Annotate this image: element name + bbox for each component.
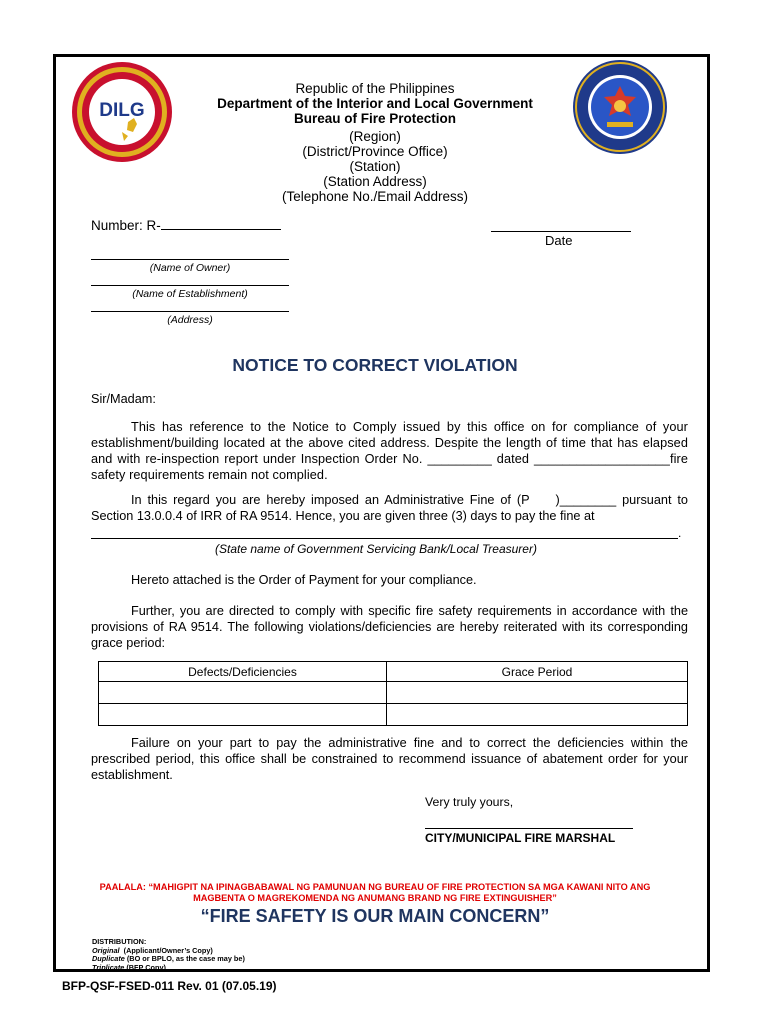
distribution-block — [92, 938, 245, 972]
owner-blank[interactable] — [91, 259, 289, 260]
dilg-logo-text: DILG — [99, 100, 145, 121]
column-grace-period: Grace Period — [387, 662, 688, 682]
defect-cell[interactable] — [99, 704, 387, 726]
header-department: Department of the Interior and Local Government — [217, 96, 533, 111]
notice-title: NOTICE TO CORRECT VIOLATION — [232, 355, 518, 375]
fine-text-b: )________ pursuant to Section 13.0.0.4 of IRR of RA 9514. Hence, you are given three (3) days to pay the fine at — [91, 493, 688, 523]
table-row — [99, 704, 688, 726]
bank-caption: (State name of Government Servicing Bank/Local Treasurer) — [215, 542, 537, 556]
header-region: (Region) — [349, 129, 401, 144]
bank-blank[interactable] — [91, 538, 678, 539]
salutation: Sir/Madam: — [91, 392, 156, 406]
paragraph-failure: Failure on your part to pay the administrative fine and to correct the deficiencies within the prescribed period, this office shall be constrained to recommend issuance of abatement order for your establishment. — [91, 736, 688, 782]
valediction: Very truly yours, — [425, 795, 514, 809]
paragraph-fine — [91, 492, 688, 524]
number-label: Number: R- — [91, 218, 161, 233]
slogan: “FIRE SAFETY IS OUR MAIN CONCERN” — [200, 906, 550, 926]
paragraph-requirements: Further, you are directed to comply with specific fire safety requirements in accordance with the provisions of RA 9514. The following violations/deficiencies are hereby reiterated with its corresponding grace period: — [91, 604, 688, 650]
column-defects: Defects/Deficiencies — [99, 662, 387, 682]
date-label: Date — [545, 233, 573, 248]
paalala-line-1: PAALALA: “MAHIGPIT NA IPINAGBABAWAL NG PAMUNUAN NG BUREAU OF FIRE PROTECTION SA MGA KAWANI NITO ANG — [99, 882, 651, 892]
paalala-notice — [60, 882, 690, 904]
distribution-item: Duplicate (BO or BPLO, as the case may be) — [92, 954, 245, 963]
defect-cell[interactable] — [99, 682, 387, 704]
grace-period-cell[interactable] — [387, 682, 688, 704]
number-blank[interactable] — [161, 217, 281, 230]
establishment-blank[interactable] — [91, 285, 289, 286]
date-blank[interactable] — [491, 231, 631, 232]
header-bureau: Bureau of Fire Protection — [293, 111, 457, 126]
distribution-item: Triplicate (BFP Copy) — [92, 962, 166, 972]
signatory: CITY/MUNICIPAL FIRE MARSHAL — [425, 831, 616, 845]
fine-text-a: In this regard you are hereby imposed an Administrative Fine of (P — [131, 493, 530, 507]
violations-table — [98, 661, 688, 726]
header-telephone: (Telephone No./Email Address) — [281, 189, 469, 204]
paalala-line-2: MAGBENTA O MAGREKOMENDA NG ANUMANG BRAND NG FIRE EXTINGUISHER” — [193, 893, 557, 903]
distribution-item: Original (Applicant/Owner’s Copy) — [92, 945, 213, 955]
establishment-caption: (Name of Establishment) — [132, 288, 248, 300]
header-district: (District/Province Office) — [302, 144, 448, 159]
header-station-address: (Station Address) — [323, 174, 427, 189]
address-blank[interactable] — [91, 311, 289, 312]
form-code: BFP-QSF-FSED-011 Rev. 01 (07.05.19) — [62, 979, 277, 993]
number-field[interactable] — [91, 217, 281, 233]
paragraph-reference: This has reference to the Notice to Comply issued by this office on for compliance of your establishment/building located at the above cited address. Despite the length of time that has elapsed and with re-inspection report under Inspection Order No. _________ dated ___________________fire safety requirements remain not complied. — [91, 420, 688, 482]
address-caption: (Address) — [167, 314, 213, 326]
signature-line — [425, 828, 633, 829]
owner-caption: (Name of Owner) — [149, 262, 231, 274]
header-republic: Republic of the Philippines — [295, 81, 455, 96]
header-station: (Station) — [349, 159, 401, 174]
table-row — [99, 682, 688, 704]
paragraph-order-of-payment: Hereto attached is the Order of Payment for your compliance. — [131, 573, 477, 587]
table-header-row — [99, 662, 688, 682]
grace-period-cell[interactable] — [387, 704, 688, 726]
distribution-label: DISTRIBUTION: — [92, 937, 147, 946]
